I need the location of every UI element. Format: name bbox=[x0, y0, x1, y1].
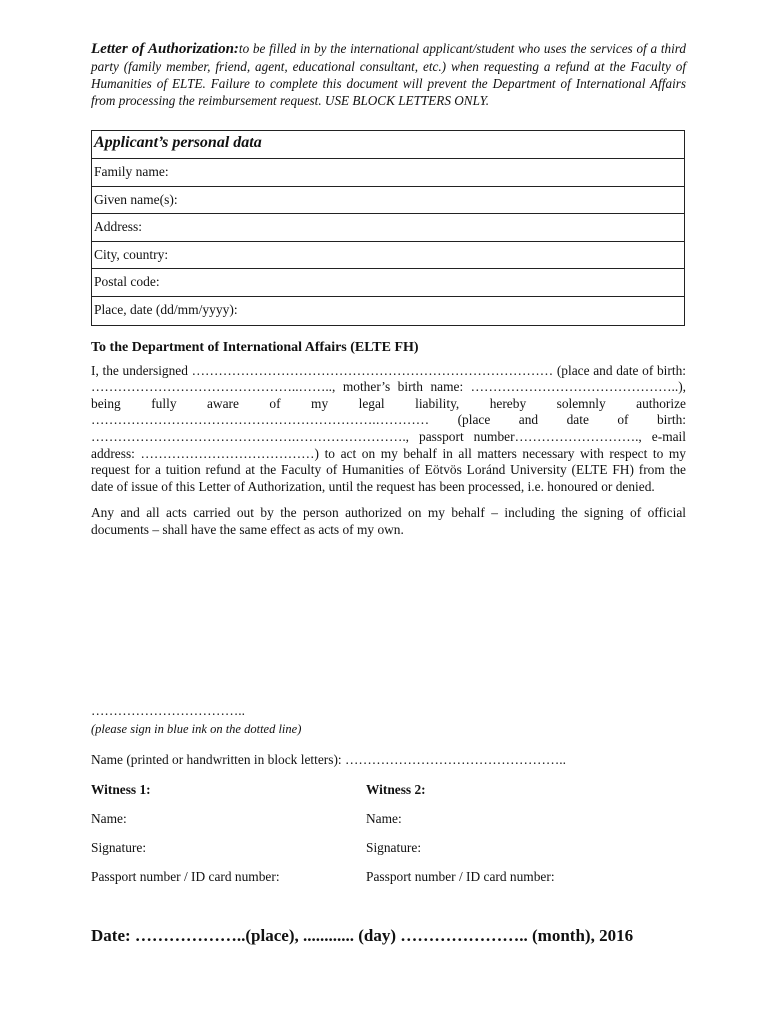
document-title: Letter of Authorization: bbox=[91, 41, 239, 57]
witness-1-block bbox=[91, 782, 280, 898]
witness-1-id-field[interactable]: Passport number / ID card number: bbox=[91, 869, 280, 884]
personal-data-table bbox=[91, 130, 685, 326]
authorization-paragraph: I, the undersigned ……………………………………………………………………… (place and date of birth: ………………………………………..…….., mother’s birth name: ………………………………………..), being fully aware of my legal liability, hereby solemnly authorize ……………………………………………………….………… (place and date of birth: ……………………………………….……………………., passport number………………………., e-mail address: …………………………………) to act on my behalf in all matters necessary with respect to my request for a tuition refund at the Faculty of Humanities of Eötvös Loránd University (ELTE FH) from the date of issue of this Letter of Authorization, until the request has been processed, i.e. honoured or denied. bbox=[91, 362, 686, 494]
place-date-field[interactable]: Place, date (dd/mm/yyyy): bbox=[94, 301, 238, 317]
letter-page bbox=[91, 40, 686, 945]
witness-2-id-field[interactable]: Passport number / ID card number: bbox=[366, 869, 555, 884]
personal-data-heading: Applicant’s personal data bbox=[92, 131, 684, 159]
witness-2-block bbox=[366, 782, 555, 898]
witness-2-name-field[interactable]: Name: bbox=[366, 811, 402, 826]
witness-1-signature-field[interactable]: Signature: bbox=[91, 840, 147, 855]
intro-paragraph bbox=[91, 40, 686, 109]
witness-1-title: Witness 1: bbox=[91, 782, 151, 797]
effect-paragraph: Any and all acts carried out by the person authorized on my behalf – including the signing of official documents – shall have the same effect as acts of my own. bbox=[91, 505, 686, 537]
addressee-heading: To the Department of International Affairs (ELTE FH) bbox=[91, 339, 419, 355]
date-line[interactable]: Date: ………………..(place), ............ (day) ………………….. (month), 2016 bbox=[91, 926, 634, 945]
signature-dotted-line[interactable]: …………………………….. bbox=[91, 703, 245, 718]
address-field[interactable]: Address: bbox=[92, 214, 684, 242]
given-names-field[interactable]: Given name(s): bbox=[92, 187, 684, 215]
signature-note: (please sign in blue ink on the dotted line) bbox=[91, 722, 302, 736]
postal-code-field[interactable]: Postal code: bbox=[92, 269, 684, 297]
family-name-field[interactable]: Family name: bbox=[92, 159, 684, 187]
witness-2-signature-field[interactable]: Signature: bbox=[366, 840, 422, 855]
intro-text: to be filled in by the international applicant/student who uses the services of a third party (family member, friend, agent, educational consultant, etc.) when requesting a refund at the Faculty of Humanities of ELTE. Failure to complete this document will prevent the Department of International Affairs from processing the reimbursement request. USE BLOCK LETTERS ONLY. bbox=[91, 41, 686, 108]
city-country-field[interactable]: City, country: bbox=[92, 242, 684, 270]
witness-2-title: Witness 2: bbox=[366, 782, 426, 797]
name-block-letters-row[interactable]: Name (printed or handwritten in block letters): ………………………………………….. bbox=[91, 752, 566, 767]
witness-1-name-field[interactable]: Name: bbox=[91, 811, 127, 826]
